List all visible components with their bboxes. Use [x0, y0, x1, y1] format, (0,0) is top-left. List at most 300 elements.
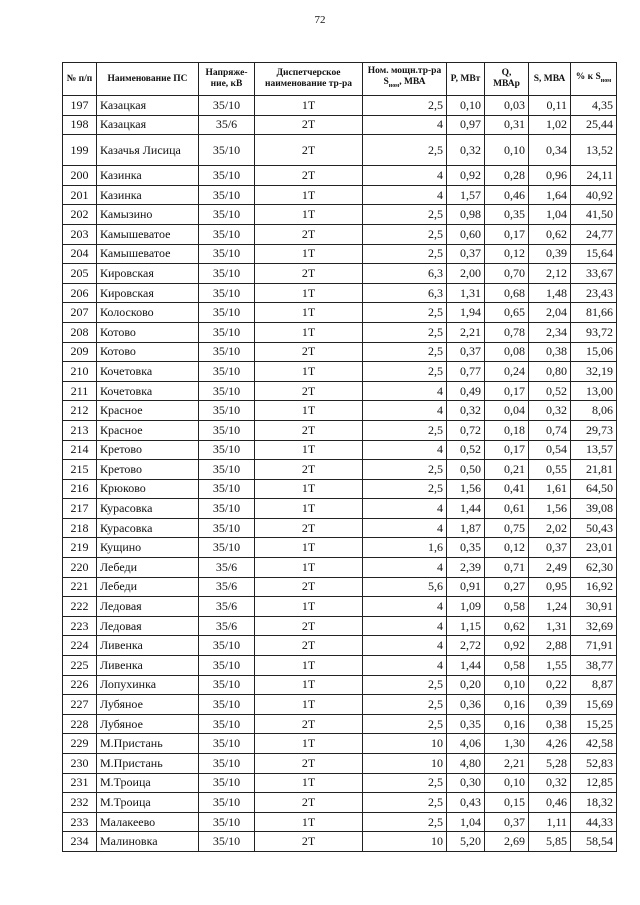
cell-voltage: 35/10: [199, 832, 255, 852]
cell-percent: 13,00: [571, 381, 617, 401]
cell-rated-power: 10: [363, 832, 447, 852]
cell-q: 0,04: [485, 401, 529, 421]
cell-percent: 23,43: [571, 283, 617, 303]
cell-p: 1,09: [447, 597, 485, 617]
cell-voltage: 35/10: [199, 135, 255, 166]
cell-rated-power: 2,5: [363, 773, 447, 793]
header-voltage: Напряже-ние, кВ: [199, 63, 255, 96]
cell-num: 223: [63, 616, 97, 636]
cell-dispatch: 1Т: [255, 205, 363, 225]
cell-percent: 15,69: [571, 695, 617, 715]
table-row: [63, 656, 617, 676]
cell-voltage: 35/10: [199, 754, 255, 774]
cell-s: 0,37: [529, 538, 571, 558]
cell-q: 0,65: [485, 303, 529, 323]
cell-q: 0,12: [485, 538, 529, 558]
cell-rated-power: 4: [363, 558, 447, 578]
cell-name: Ледовая: [97, 616, 199, 636]
cell-q: 0,27: [485, 577, 529, 597]
cell-name: Красное: [97, 420, 199, 440]
cell-q: 0,21: [485, 460, 529, 480]
cell-name: Кретово: [97, 440, 199, 460]
cell-rated-power: 4: [363, 401, 447, 421]
cell-s: 1,31: [529, 616, 571, 636]
cell-p: 0,37: [447, 244, 485, 264]
table-row: [63, 205, 617, 225]
cell-num: 231: [63, 773, 97, 793]
cell-num: 203: [63, 224, 97, 244]
cell-rated-power: 2,5: [363, 205, 447, 225]
cell-p: 1,94: [447, 303, 485, 323]
cell-rated-power: 2,5: [363, 224, 447, 244]
table-row: [63, 460, 617, 480]
table-row: [63, 558, 617, 578]
cell-dispatch: 1Т: [255, 656, 363, 676]
table-row: [63, 401, 617, 421]
cell-q: 0,28: [485, 166, 529, 186]
cell-name: Курасовка: [97, 518, 199, 538]
cell-q: 0,71: [485, 558, 529, 578]
cell-s: 0,11: [529, 96, 571, 116]
cell-percent: 93,72: [571, 322, 617, 342]
cell-p: 1,56: [447, 479, 485, 499]
cell-q: 0,78: [485, 322, 529, 342]
table-row: [63, 616, 617, 636]
table-body: [63, 96, 617, 852]
table-row: [63, 224, 617, 244]
table-row: [63, 342, 617, 362]
cell-name: Кущино: [97, 538, 199, 558]
cell-p: 0,37: [447, 342, 485, 362]
cell-s: 2,02: [529, 518, 571, 538]
cell-rated-power: 10: [363, 734, 447, 754]
cell-p: 2,72: [447, 636, 485, 656]
cell-name: Кочетовка: [97, 362, 199, 382]
table-row: [63, 577, 617, 597]
cell-percent: 50,43: [571, 518, 617, 538]
cell-voltage: 35/10: [199, 401, 255, 421]
cell-s: 2,49: [529, 558, 571, 578]
cell-percent: 71,91: [571, 636, 617, 656]
cell-dispatch: 1Т: [255, 440, 363, 460]
cell-p: 0,10: [447, 96, 485, 116]
cell-name: Кочетовка: [97, 381, 199, 401]
cell-s: 0,96: [529, 166, 571, 186]
cell-s: 1,61: [529, 479, 571, 499]
cell-voltage: 35/10: [199, 812, 255, 832]
cell-q: 0,18: [485, 420, 529, 440]
cell-rated-power: 1,6: [363, 538, 447, 558]
cell-q: 0,62: [485, 616, 529, 636]
cell-num: 222: [63, 597, 97, 617]
cell-percent: 15,25: [571, 714, 617, 734]
cell-rated-power: 4: [363, 185, 447, 205]
cell-rated-power: 4: [363, 636, 447, 656]
cell-rated-power: 2,5: [363, 675, 447, 695]
cell-s: 0,54: [529, 440, 571, 460]
cell-voltage: 35/10: [199, 362, 255, 382]
cell-name: Казацкая: [97, 96, 199, 116]
cell-voltage: 35/10: [199, 224, 255, 244]
cell-rated-power: 2,5: [363, 460, 447, 480]
cell-s: 0,74: [529, 420, 571, 440]
cell-p: 0,91: [447, 577, 485, 597]
cell-percent: 41,50: [571, 205, 617, 225]
cell-rated-power: 4: [363, 499, 447, 519]
table-row: [63, 185, 617, 205]
cell-rated-power: 2,5: [363, 322, 447, 342]
header-dispatch: Диспетчерское наименование тр-ра: [255, 63, 363, 96]
cell-s: 1,02: [529, 115, 571, 135]
cell-dispatch: 2Т: [255, 754, 363, 774]
cell-voltage: 35/10: [199, 440, 255, 460]
cell-name: Кретово: [97, 460, 199, 480]
cell-s: 2,34: [529, 322, 571, 342]
cell-dispatch: 2Т: [255, 115, 363, 135]
cell-s: 0,38: [529, 714, 571, 734]
cell-percent: 33,67: [571, 264, 617, 284]
cell-num: 225: [63, 656, 97, 676]
table-row: [63, 283, 617, 303]
cell-p: 2,21: [447, 322, 485, 342]
cell-s: 1,56: [529, 499, 571, 519]
cell-p: 2,00: [447, 264, 485, 284]
cell-rated-power: 2,5: [363, 420, 447, 440]
table-row: [63, 675, 617, 695]
cell-rated-power: 2,5: [363, 342, 447, 362]
cell-percent: 25,44: [571, 115, 617, 135]
cell-name: Лебеди: [97, 558, 199, 578]
cell-percent: 18,32: [571, 793, 617, 813]
cell-num: 214: [63, 440, 97, 460]
cell-percent: 64,50: [571, 479, 617, 499]
cell-s: 4,26: [529, 734, 571, 754]
cell-dispatch: 1Т: [255, 597, 363, 617]
cell-dispatch: 2Т: [255, 832, 363, 852]
cell-voltage: 35/10: [199, 636, 255, 656]
cell-dispatch: 2Т: [255, 616, 363, 636]
cell-p: 4,80: [447, 754, 485, 774]
cell-num: 227: [63, 695, 97, 715]
cell-q: 0,61: [485, 499, 529, 519]
cell-name: М.Пристань: [97, 734, 199, 754]
cell-voltage: 35/10: [199, 734, 255, 754]
cell-s: 1,55: [529, 656, 571, 676]
substation-load-table: [62, 62, 617, 852]
table-row: [63, 115, 617, 135]
cell-dispatch: 2Т: [255, 224, 363, 244]
cell-p: 0,50: [447, 460, 485, 480]
cell-name: М.Пристань: [97, 754, 199, 774]
cell-voltage: 35/10: [199, 185, 255, 205]
cell-dispatch: 1Т: [255, 244, 363, 264]
cell-rated-power: 4: [363, 440, 447, 460]
cell-s: 0,32: [529, 773, 571, 793]
cell-p: 0,72: [447, 420, 485, 440]
table-row: [63, 362, 617, 382]
cell-percent: 32,19: [571, 362, 617, 382]
cell-percent: 24,11: [571, 166, 617, 186]
cell-name: Ледовая: [97, 597, 199, 617]
cell-s: 2,12: [529, 264, 571, 284]
cell-dispatch: 1Т: [255, 695, 363, 715]
cell-s: 0,52: [529, 381, 571, 401]
cell-dispatch: 1Т: [255, 322, 363, 342]
cell-num: 232: [63, 793, 97, 813]
cell-name: Казацкая: [97, 115, 199, 135]
cell-q: 0,24: [485, 362, 529, 382]
cell-q: 0,10: [485, 675, 529, 695]
cell-dispatch: 1Т: [255, 185, 363, 205]
cell-dispatch: 1Т: [255, 773, 363, 793]
cell-s: 0,22: [529, 675, 571, 695]
cell-percent: 62,30: [571, 558, 617, 578]
cell-rated-power: 2,5: [363, 362, 447, 382]
cell-name: М.Троица: [97, 793, 199, 813]
cell-voltage: 35/10: [199, 166, 255, 186]
cell-percent: 42,58: [571, 734, 617, 754]
cell-p: 0,20: [447, 675, 485, 695]
cell-q: 0,70: [485, 264, 529, 284]
table-row: [63, 499, 617, 519]
cell-rated-power: 2,5: [363, 135, 447, 166]
cell-voltage: 35/10: [199, 499, 255, 519]
cell-voltage: 35/10: [199, 538, 255, 558]
cell-s: 1,24: [529, 597, 571, 617]
cell-q: 0,58: [485, 597, 529, 617]
cell-p: 0,43: [447, 793, 485, 813]
cell-percent: 29,73: [571, 420, 617, 440]
table-row: [63, 381, 617, 401]
cell-num: 220: [63, 558, 97, 578]
cell-q: 0,17: [485, 440, 529, 460]
cell-num: 208: [63, 322, 97, 342]
cell-p: 1,31: [447, 283, 485, 303]
cell-dispatch: 1Т: [255, 675, 363, 695]
cell-num: 205: [63, 264, 97, 284]
cell-rated-power: 10: [363, 754, 447, 774]
cell-s: 0,80: [529, 362, 571, 382]
cell-q: 0,12: [485, 244, 529, 264]
cell-q: 0,10: [485, 135, 529, 166]
cell-name: Лопухинка: [97, 675, 199, 695]
cell-num: 219: [63, 538, 97, 558]
cell-num: 212: [63, 401, 97, 421]
cell-s: 1,64: [529, 185, 571, 205]
cell-p: 1,04: [447, 812, 485, 832]
cell-percent: 24,77: [571, 224, 617, 244]
cell-name: Казачья Лисица: [97, 135, 199, 166]
cell-rated-power: 4: [363, 656, 447, 676]
cell-dispatch: 1Т: [255, 479, 363, 499]
table-row: [63, 695, 617, 715]
cell-percent: 44,33: [571, 812, 617, 832]
cell-voltage: 35/10: [199, 773, 255, 793]
cell-dispatch: 1Т: [255, 812, 363, 832]
cell-percent: 4,35: [571, 96, 617, 116]
cell-dispatch: 1Т: [255, 96, 363, 116]
cell-voltage: 35/10: [199, 460, 255, 480]
cell-p: 1,44: [447, 499, 485, 519]
cell-voltage: 35/10: [199, 322, 255, 342]
cell-s: 5,85: [529, 832, 571, 852]
cell-s: 0,62: [529, 224, 571, 244]
cell-s: 0,46: [529, 793, 571, 813]
page-number: 72: [314, 14, 326, 26]
cell-dispatch: 1Т: [255, 558, 363, 578]
cell-name: Лебеди: [97, 577, 199, 597]
cell-name: Камызино: [97, 205, 199, 225]
table-row: [63, 303, 617, 323]
cell-q: 2,69: [485, 832, 529, 852]
cell-s: 1,48: [529, 283, 571, 303]
cell-s: 0,39: [529, 244, 571, 264]
cell-voltage: 35/10: [199, 420, 255, 440]
cell-voltage: 35/10: [199, 244, 255, 264]
cell-voltage: 35/10: [199, 264, 255, 284]
header-s: S, МВА: [529, 63, 571, 96]
header-name: Наименование ПС: [97, 63, 199, 96]
cell-p: 0,36: [447, 695, 485, 715]
cell-num: 197: [63, 96, 97, 116]
table-row: [63, 440, 617, 460]
cell-q: 0,15: [485, 793, 529, 813]
cell-num: 233: [63, 812, 97, 832]
cell-percent: 13,57: [571, 440, 617, 460]
table-row: [63, 714, 617, 734]
cell-rated-power: 4: [363, 518, 447, 538]
cell-percent: 8,87: [571, 675, 617, 695]
cell-s: 0,39: [529, 695, 571, 715]
cell-percent: 15,06: [571, 342, 617, 362]
cell-num: 209: [63, 342, 97, 362]
cell-num: 216: [63, 479, 97, 499]
cell-voltage: 35/6: [199, 597, 255, 617]
cell-name: Кировская: [97, 264, 199, 284]
cell-p: 0,98: [447, 205, 485, 225]
header-percent: % к $S_{ном}$: [571, 63, 617, 96]
cell-name: Кировская: [97, 283, 199, 303]
cell-dispatch: 2Т: [255, 793, 363, 813]
cell-num: 198: [63, 115, 97, 135]
cell-p: 0,32: [447, 135, 485, 166]
cell-rated-power: 4: [363, 597, 447, 617]
table-row: [63, 832, 617, 852]
cell-num: 218: [63, 518, 97, 538]
cell-s: 1,11: [529, 812, 571, 832]
cell-name: Ливенка: [97, 656, 199, 676]
cell-p: 1,44: [447, 656, 485, 676]
cell-rated-power: 2,5: [363, 96, 447, 116]
cell-voltage: 35/10: [199, 479, 255, 499]
cell-voltage: 35/6: [199, 577, 255, 597]
cell-voltage: 35/6: [199, 115, 255, 135]
table-row: [63, 135, 617, 166]
table-header-row: [63, 63, 617, 96]
cell-p: 2,39: [447, 558, 485, 578]
cell-rated-power: 2,5: [363, 303, 447, 323]
cell-dispatch: 1Т: [255, 734, 363, 754]
cell-dispatch: 2Т: [255, 135, 363, 166]
cell-num: 206: [63, 283, 97, 303]
cell-p: 0,32: [447, 401, 485, 421]
cell-dispatch: 2Т: [255, 518, 363, 538]
cell-rated-power: 2,5: [363, 793, 447, 813]
cell-s: 2,88: [529, 636, 571, 656]
cell-rated-power: 4: [363, 381, 447, 401]
cell-p: 0,30: [447, 773, 485, 793]
cell-q: 1,30: [485, 734, 529, 754]
cell-percent: 32,69: [571, 616, 617, 636]
cell-p: 0,49: [447, 381, 485, 401]
cell-q: 0,37: [485, 812, 529, 832]
table-row: [63, 538, 617, 558]
cell-q: 0,08: [485, 342, 529, 362]
header-rated-power: Ном. мощн.тр-ра $S_{ном}$, МВА: [363, 63, 447, 96]
cell-num: 226: [63, 675, 97, 695]
cell-name: Котово: [97, 342, 199, 362]
table-row: [63, 773, 617, 793]
table-row: [63, 636, 617, 656]
cell-num: 201: [63, 185, 97, 205]
cell-percent: 81,66: [571, 303, 617, 323]
cell-voltage: 35/10: [199, 518, 255, 538]
cell-num: 202: [63, 205, 97, 225]
cell-voltage: 35/6: [199, 558, 255, 578]
cell-percent: 38,77: [571, 656, 617, 676]
cell-name: Ливенка: [97, 636, 199, 656]
cell-percent: 21,81: [571, 460, 617, 480]
cell-rated-power: 2,5: [363, 812, 447, 832]
cell-name: Малакеево: [97, 812, 199, 832]
cell-voltage: 35/10: [199, 695, 255, 715]
cell-p: 1,15: [447, 616, 485, 636]
cell-name: Казинка: [97, 166, 199, 186]
cell-name: Камышеватое: [97, 244, 199, 264]
cell-q: 0,41: [485, 479, 529, 499]
cell-voltage: 35/10: [199, 675, 255, 695]
cell-name: Лубяное: [97, 714, 199, 734]
cell-dispatch: 1Т: [255, 283, 363, 303]
cell-percent: 30,91: [571, 597, 617, 617]
cell-voltage: 35/6: [199, 616, 255, 636]
cell-percent: 13,52: [571, 135, 617, 166]
cell-dispatch: 2Т: [255, 714, 363, 734]
cell-num: 215: [63, 460, 97, 480]
cell-percent: 8,06: [571, 401, 617, 421]
table-row: [63, 734, 617, 754]
cell-q: 0,03: [485, 96, 529, 116]
cell-voltage: 35/10: [199, 96, 255, 116]
cell-dispatch: 2Т: [255, 636, 363, 656]
cell-name: Казинка: [97, 185, 199, 205]
cell-num: 228: [63, 714, 97, 734]
table-row: [63, 754, 617, 774]
cell-p: 5,20: [447, 832, 485, 852]
cell-dispatch: 1Т: [255, 499, 363, 519]
cell-s: 0,34: [529, 135, 571, 166]
cell-q: 0,58: [485, 656, 529, 676]
cell-p: 0,60: [447, 224, 485, 244]
cell-num: 234: [63, 832, 97, 852]
cell-s: 0,32: [529, 401, 571, 421]
cell-voltage: 35/10: [199, 793, 255, 813]
table-row: [63, 96, 617, 116]
cell-q: 0,16: [485, 714, 529, 734]
cell-percent: 23,01: [571, 538, 617, 558]
table-row: [63, 597, 617, 617]
cell-q: 0,10: [485, 773, 529, 793]
